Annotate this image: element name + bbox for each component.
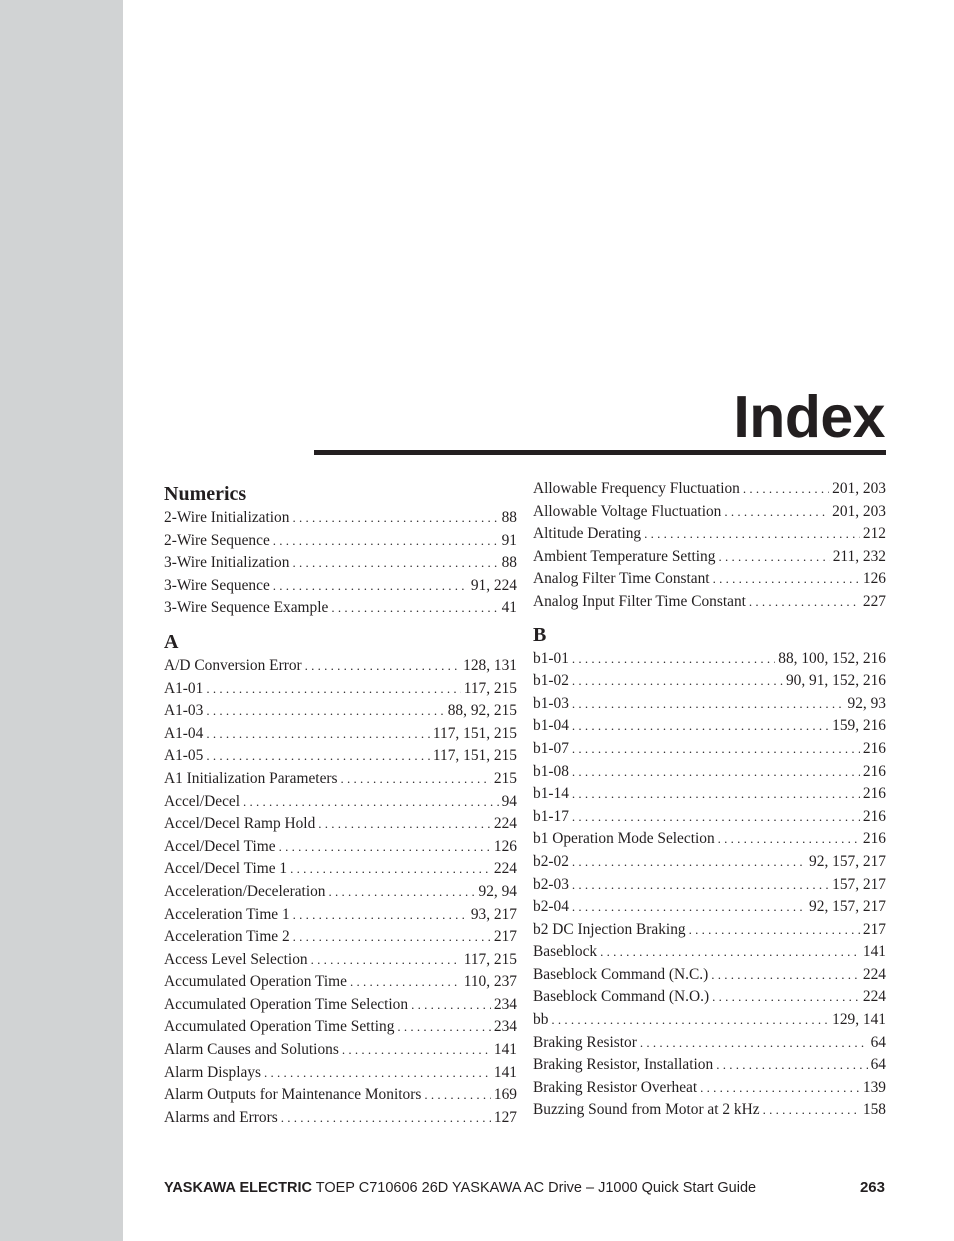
entry-term: Altitude Derating xyxy=(533,525,642,543)
dot-leader xyxy=(600,941,860,964)
entry-page-refs[interactable]: 110, 237 xyxy=(463,973,517,991)
index-entry xyxy=(533,896,886,919)
index-entry xyxy=(164,949,517,972)
dot-leader xyxy=(718,546,829,569)
dot-leader xyxy=(644,523,860,546)
index-column-left xyxy=(164,481,517,1129)
entry-term: Accel/Decel Ramp Hold xyxy=(164,815,316,833)
entry-page-refs[interactable]: 224 xyxy=(862,988,886,1006)
dot-leader xyxy=(743,478,829,501)
index-entry xyxy=(164,1084,517,1107)
index-column-right xyxy=(533,478,886,1122)
index-entry xyxy=(164,881,517,904)
dot-leader xyxy=(318,813,491,836)
footer-document-title: TOEP C710606 26D YASKAWA AC Drive – J1000 Quick Start Guide xyxy=(315,1180,757,1196)
entry-page-refs[interactable]: 141 xyxy=(493,1063,517,1081)
index-entry xyxy=(533,941,886,964)
index-entry xyxy=(164,1062,517,1085)
entry-term: Acceleration/Deceleration xyxy=(164,882,326,900)
dot-leader xyxy=(572,896,806,919)
entry-page-refs[interactable]: 157, 217 xyxy=(832,875,886,893)
dot-leader xyxy=(749,591,860,614)
entry-page-refs[interactable]: 88, 100, 152, 216 xyxy=(778,649,886,667)
dot-leader xyxy=(689,919,860,942)
index-entry xyxy=(164,926,517,949)
entry-page-refs[interactable]: 126 xyxy=(493,837,517,855)
entry-page-refs[interactable]: 88 xyxy=(501,554,517,572)
dot-leader xyxy=(572,851,806,874)
dot-leader xyxy=(273,530,499,553)
dot-leader xyxy=(305,655,460,678)
entry-page-refs[interactable]: 92, 93 xyxy=(847,694,886,712)
entry-page-refs[interactable]: 139 xyxy=(862,1078,886,1096)
entry-page-refs[interactable]: 201, 203 xyxy=(832,480,886,497)
dot-leader xyxy=(264,1062,491,1085)
entry-page-refs[interactable]: 216 xyxy=(862,785,886,803)
entry-term: Baseblock Command (N.O.) xyxy=(533,988,710,1006)
entry-page-refs[interactable]: 217 xyxy=(493,928,517,946)
dot-leader xyxy=(424,1084,491,1107)
entry-page-refs[interactable]: 141 xyxy=(493,1041,517,1059)
entry-term: b1-07 xyxy=(533,739,569,757)
entry-term: b1-14 xyxy=(533,785,569,803)
entry-page-refs[interactable]: 94 xyxy=(501,792,517,810)
index-entry xyxy=(533,693,886,716)
entry-page-refs[interactable]: 158 xyxy=(862,1101,886,1119)
dot-leader xyxy=(718,828,860,851)
entry-term: 2-Wire Sequence xyxy=(164,531,270,549)
entry-page-refs[interactable]: 88 xyxy=(501,509,517,526)
entry-term: Allowable Frequency Fluctuation xyxy=(533,480,740,497)
entry-page-refs[interactable]: 234 xyxy=(493,1018,517,1036)
entry-term: b1 Operation Mode Selection xyxy=(533,830,715,848)
entry-page-refs[interactable]: 215 xyxy=(493,769,517,787)
index-entry xyxy=(164,552,517,575)
entry-page-refs[interactable]: 117, 151, 215 xyxy=(432,747,517,765)
dot-leader xyxy=(572,783,860,806)
entry-list-numerics xyxy=(164,507,517,620)
entry-page-refs[interactable]: 211, 232 xyxy=(832,547,886,565)
entry-page-refs[interactable]: 227 xyxy=(862,592,886,610)
entry-page-refs[interactable]: 126 xyxy=(862,570,886,588)
index-entry xyxy=(164,904,517,927)
dot-leader xyxy=(311,949,461,972)
entry-page-refs[interactable]: 216 xyxy=(862,830,886,848)
dot-leader xyxy=(572,874,829,897)
entry-page-refs[interactable]: 90, 91, 152, 216 xyxy=(785,672,886,690)
entry-page-refs[interactable]: 216 xyxy=(862,739,886,757)
dot-leader xyxy=(273,575,468,598)
dot-leader xyxy=(711,964,860,987)
index-entry xyxy=(164,678,517,701)
index-entry xyxy=(164,994,517,1017)
entry-term: Access Level Selection xyxy=(164,950,308,968)
dot-leader xyxy=(712,986,860,1009)
entry-page-refs[interactable]: 127 xyxy=(493,1108,517,1126)
page-number: 263 xyxy=(859,1179,885,1196)
entry-page-refs[interactable]: 91, 224 xyxy=(470,576,517,594)
index-entry xyxy=(164,745,517,768)
index-entry xyxy=(533,648,886,671)
entry-term: b2-02 xyxy=(533,852,569,870)
index-entry xyxy=(164,971,517,994)
side-margin-band xyxy=(0,0,123,1241)
entry-list-a xyxy=(164,655,517,1129)
entry-page-refs[interactable]: 64 xyxy=(870,1033,886,1051)
entry-page-refs[interactable]: 93, 217 xyxy=(470,905,517,923)
title-rule xyxy=(314,450,886,455)
dot-leader xyxy=(292,507,498,530)
index-entry xyxy=(533,919,886,942)
index-entry xyxy=(533,851,886,874)
entry-term: b2-04 xyxy=(533,898,569,916)
entry-term: b2 DC Injection Braking xyxy=(533,920,686,938)
entry-list-b xyxy=(533,648,886,1122)
dot-leader xyxy=(572,738,860,761)
dot-leader xyxy=(243,791,499,814)
dot-leader xyxy=(206,723,430,746)
entry-list-a-continued xyxy=(533,478,886,614)
index-entry xyxy=(164,858,517,881)
entry-page-refs[interactable]: 201, 203 xyxy=(832,502,886,520)
dot-leader xyxy=(713,568,860,591)
index-entry xyxy=(533,715,886,738)
entry-page-refs[interactable]: 224 xyxy=(493,860,517,878)
entry-term: Alarms and Errors xyxy=(164,1108,278,1126)
dot-leader xyxy=(572,806,860,829)
dot-leader xyxy=(331,597,498,620)
index-entry xyxy=(164,1039,517,1062)
dot-leader xyxy=(572,648,775,671)
index-entry xyxy=(533,783,886,806)
entry-term: A1-05 xyxy=(164,747,204,765)
index-entry xyxy=(533,1009,886,1032)
entry-page-refs[interactable]: 224 xyxy=(493,815,517,833)
dot-leader xyxy=(716,1054,867,1077)
index-entry xyxy=(533,546,886,569)
entry-term: Acceleration Time 2 xyxy=(164,928,290,946)
index-entry xyxy=(164,813,517,836)
dot-leader xyxy=(551,1009,829,1032)
index-entry xyxy=(533,478,886,501)
entry-page-refs[interactable]: 216 xyxy=(862,807,886,825)
dot-leader xyxy=(572,670,783,693)
entry-page-refs[interactable]: 141 xyxy=(862,943,886,961)
entry-page-refs[interactable]: 41 xyxy=(501,599,517,617)
entry-term: 3-Wire Initialization xyxy=(164,554,290,572)
dot-leader xyxy=(329,881,476,904)
entry-term: b1-02 xyxy=(533,672,569,690)
index-entry xyxy=(533,1032,886,1055)
entry-term: A1 Initialization Parameters xyxy=(164,769,338,787)
entry-term: A1-01 xyxy=(164,679,204,697)
dot-leader xyxy=(206,745,430,768)
section-heading-b: B xyxy=(533,623,547,646)
index-entry xyxy=(533,501,886,524)
entry-term: Accumulated Operation Time Selection xyxy=(164,995,409,1013)
dot-leader xyxy=(572,761,860,784)
entry-term: Accel/Decel Time xyxy=(164,837,276,855)
dot-leader xyxy=(411,994,491,1017)
entry-term: A1-03 xyxy=(164,702,204,720)
index-entry xyxy=(533,1099,886,1122)
dot-leader xyxy=(640,1032,868,1055)
entry-term: Baseblock xyxy=(533,943,598,961)
entry-term: 3-Wire Sequence xyxy=(164,576,270,594)
entry-page-refs[interactable]: 169 xyxy=(493,1086,517,1104)
entry-term: 2-Wire Initialization xyxy=(164,509,290,526)
dot-leader xyxy=(292,552,498,575)
entry-term: Alarm Displays xyxy=(164,1063,262,1081)
entry-term: A/D Conversion Error xyxy=(164,656,302,674)
dot-leader xyxy=(341,768,491,791)
entry-term: Accumulated Operation Time Setting xyxy=(164,1018,395,1036)
entry-term: Acceleration Time 1 xyxy=(164,905,290,923)
index-entry xyxy=(164,723,517,746)
index-entry xyxy=(533,1054,886,1077)
index-entry xyxy=(164,530,517,553)
entry-page-refs[interactable]: 117, 215 xyxy=(463,950,517,968)
dot-leader xyxy=(350,971,461,994)
page-footer xyxy=(164,1177,885,1199)
index-entry xyxy=(164,836,517,859)
index-entry xyxy=(533,986,886,1009)
entry-term: Accel/Decel xyxy=(164,792,241,810)
index-entry xyxy=(533,964,886,987)
index-entry xyxy=(533,523,886,546)
entry-term: b1-08 xyxy=(533,762,569,780)
entry-term: b1-04 xyxy=(533,717,569,735)
entry-term: Accel/Decel Time 1 xyxy=(164,860,288,878)
dot-leader xyxy=(293,904,468,927)
entry-page-refs[interactable]: 91 xyxy=(501,531,517,549)
index-entry xyxy=(533,828,886,851)
entry-term: A1-04 xyxy=(164,724,204,742)
page-title: Index xyxy=(733,384,885,450)
entry-page-refs[interactable]: 117, 151, 215 xyxy=(432,724,517,742)
dot-leader xyxy=(206,700,444,723)
index-entry xyxy=(164,791,517,814)
entry-page-refs[interactable]: 224 xyxy=(862,965,886,983)
dot-leader xyxy=(724,501,829,524)
index-entry xyxy=(533,738,886,761)
entry-term: Accumulated Operation Time xyxy=(164,973,347,991)
entry-term: Analog Input Filter Time Constant xyxy=(533,592,746,610)
entry-term: bb xyxy=(533,1011,549,1029)
entry-term: Analog Filter Time Constant xyxy=(533,570,710,588)
entry-page-refs[interactable]: 92, 157, 217 xyxy=(809,898,886,916)
entry-page-refs[interactable]: 88, 92, 215 xyxy=(447,702,517,720)
index-entry xyxy=(164,1107,517,1130)
entry-term: 3-Wire Sequence Example xyxy=(164,599,329,617)
entry-term: Baseblock Command (N.C.) xyxy=(533,965,709,983)
index-entry xyxy=(164,507,517,530)
index-entry xyxy=(533,670,886,693)
entry-term: b2-03 xyxy=(533,875,569,893)
index-entry xyxy=(164,1016,517,1039)
entry-term: Alarm Outputs for Maintenance Monitors xyxy=(164,1086,422,1104)
index-entry xyxy=(533,874,886,897)
dot-leader xyxy=(290,858,491,881)
dot-leader xyxy=(281,1107,491,1130)
entry-page-refs[interactable]: 92, 157, 217 xyxy=(809,852,886,870)
dot-leader xyxy=(293,926,491,949)
index-entry xyxy=(533,591,886,614)
dot-leader xyxy=(206,678,460,701)
entry-term: Braking Resistor Overheat xyxy=(533,1078,698,1096)
entry-page-refs[interactable]: 216 xyxy=(862,762,886,780)
entry-page-refs[interactable]: 159, 216 xyxy=(832,717,886,735)
entry-page-refs[interactable]: 92, 94 xyxy=(478,882,517,900)
index-entry xyxy=(533,568,886,591)
footer-brand: YASKAWA ELECTRIC xyxy=(164,1180,312,1196)
section-heading-numerics: Numerics xyxy=(164,483,247,505)
entry-term: Allowable Voltage Fluctuation xyxy=(533,502,722,520)
index-entry xyxy=(164,597,517,620)
entry-page-refs[interactable]: 217 xyxy=(862,920,886,938)
dot-leader xyxy=(763,1099,860,1122)
dot-leader xyxy=(700,1077,860,1100)
entry-term: Braking Resistor xyxy=(533,1033,637,1051)
dot-leader xyxy=(279,836,491,859)
entry-term: b1-01 xyxy=(533,649,569,667)
dot-leader xyxy=(572,715,829,738)
entry-term: Alarm Causes and Solutions xyxy=(164,1041,339,1059)
index-entry xyxy=(164,575,517,598)
entry-page-refs[interactable]: 129, 141 xyxy=(832,1011,886,1029)
dot-leader xyxy=(397,1016,491,1039)
entry-term: b1-17 xyxy=(533,807,569,825)
dot-leader xyxy=(342,1039,491,1062)
index-entry xyxy=(533,761,886,784)
entry-term: Braking Resistor, Installation xyxy=(533,1056,714,1074)
entry-term: Buzzing Sound from Motor at 2 kHz xyxy=(533,1101,760,1119)
entry-term: Ambient Temperature Setting xyxy=(533,547,716,565)
entry-page-refs[interactable]: 234 xyxy=(493,995,517,1013)
index-entry xyxy=(164,700,517,723)
entry-page-refs[interactable]: 128, 131 xyxy=(463,656,517,674)
entry-page-refs[interactable]: 64 xyxy=(870,1056,886,1074)
index-entry xyxy=(533,1077,886,1100)
entry-term: b1-03 xyxy=(533,694,569,712)
section-heading-a: A xyxy=(164,630,179,653)
index-entry xyxy=(533,806,886,829)
dot-leader xyxy=(572,693,845,716)
index-entry xyxy=(164,768,517,791)
index-entry xyxy=(164,655,517,678)
entry-page-refs[interactable]: 117, 215 xyxy=(463,679,517,697)
entry-page-refs[interactable]: 212 xyxy=(862,525,886,543)
